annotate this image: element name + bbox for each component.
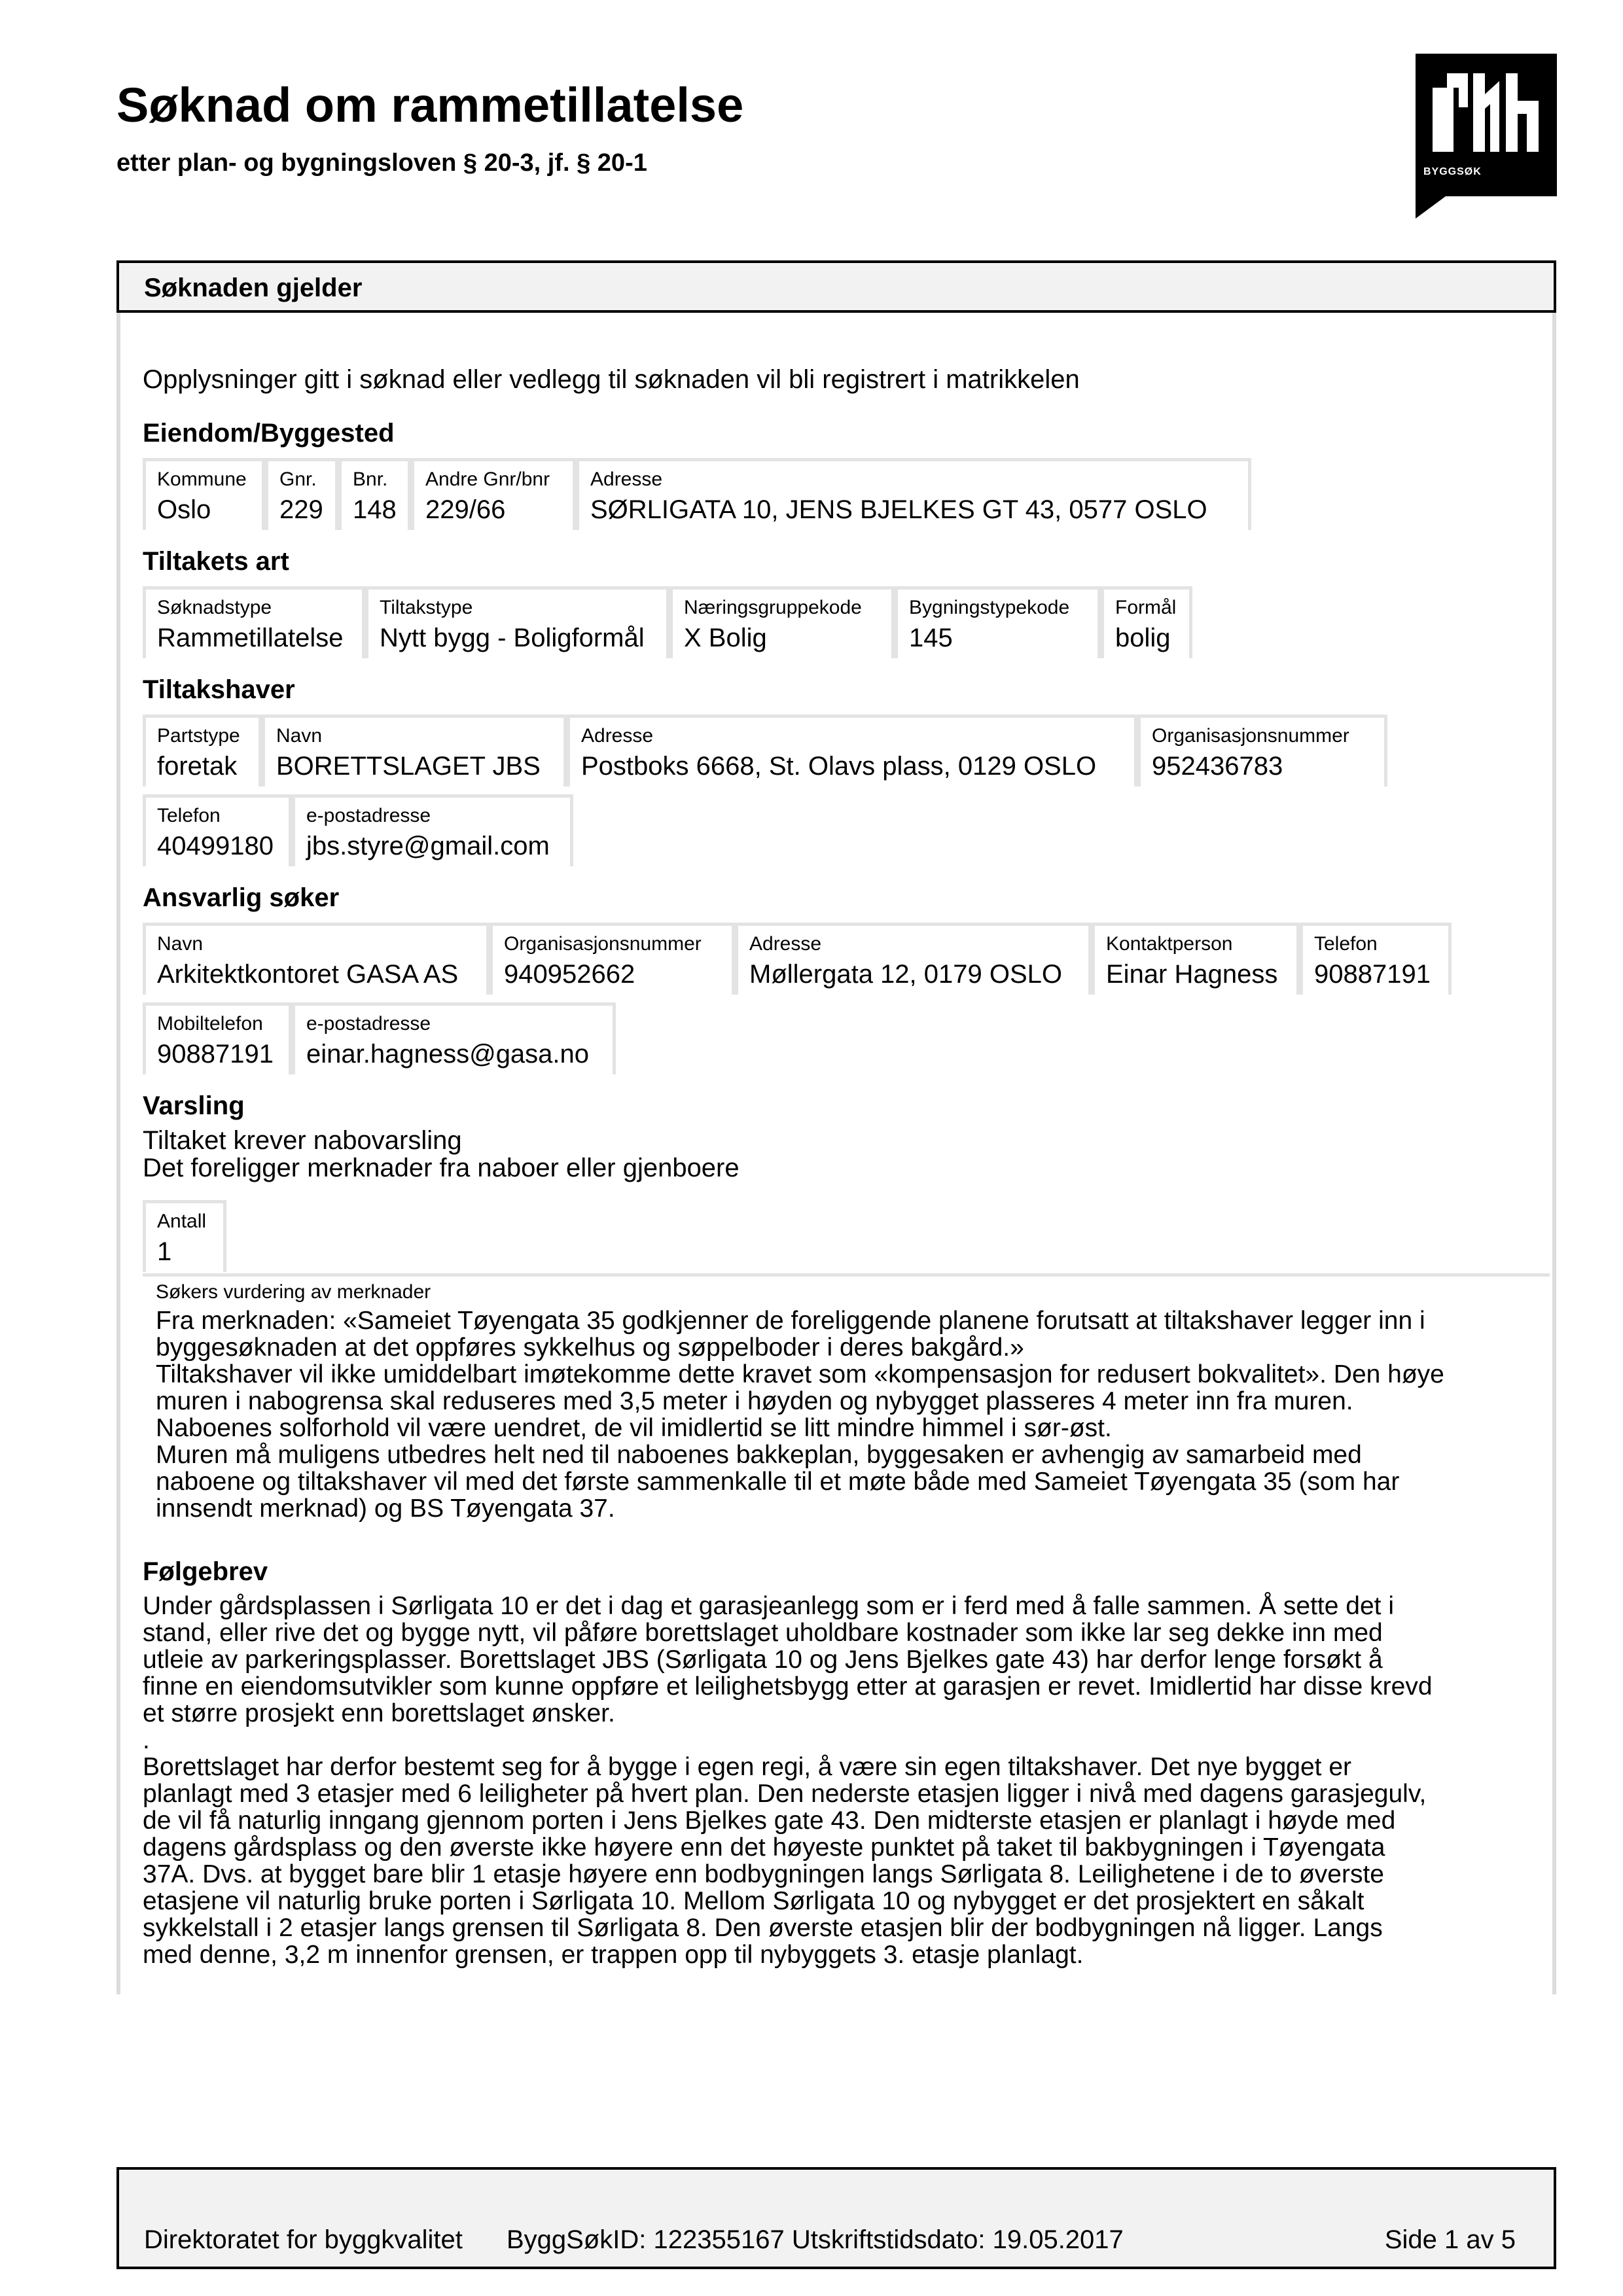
text-line: Under gårdsplassen i Sørligata 10 er det i dag et garasjeanlegg som er i ferd med å falle sammen. Å sette det i (143, 1592, 1395, 1620)
field-value: 145 (909, 624, 953, 652)
tiltakshaver-epost-field (292, 794, 573, 866)
logo-tail (1416, 196, 1446, 219)
field-value: 1 (157, 1237, 172, 1266)
tiltakshaver-heading: Tiltakshaver (143, 675, 295, 704)
document-subtitle: etter plan- og bygningsloven § 20-3, jf. § 20-1 (116, 149, 647, 177)
merknad-field-border (143, 1273, 1550, 1277)
field-label: Organisasjonsnummer (1152, 725, 1349, 747)
naeringsgruppekode-field (669, 586, 895, 658)
matrikkel-info: Opplysninger gitt i søknad eller vedlegg til søknaden vil bli registrert i matrikkelen (143, 365, 1080, 394)
field-label: Kommune (157, 468, 247, 490)
field-label: Søknadstype (157, 597, 272, 618)
field-label: e-postadresse (306, 1013, 431, 1034)
andre-gnr-field (411, 458, 576, 530)
field-value: Nytt bygg - Boligformål (380, 624, 645, 652)
varsling-line-1: Tiltaket krever nabovarsling (143, 1126, 462, 1155)
field-label: Organisasjonsnummer (504, 933, 702, 955)
field-value: X Bolig (684, 624, 767, 652)
field-value: 90887191 (157, 1040, 274, 1069)
text-line: dagens gårdsplass og den øverste ikke høyere enn det høyeste punktet på taket til bakbygningen i Tøyengata (143, 1833, 1385, 1862)
field-label: Adresse (581, 725, 654, 747)
field-label: Bnr. (353, 468, 388, 490)
field-value: 229/66 (425, 495, 506, 524)
ansvarlig-navn-field (143, 923, 490, 995)
field-value: Einar Hagness (1106, 960, 1278, 989)
section-header (116, 260, 1556, 313)
field-label: Partstype (157, 725, 240, 747)
field-value: Møllergata 12, 0179 OSLO (749, 960, 1063, 989)
text-line: Muren må muligens utbedres helt ned til naboenes bakkeplan, byggesaken er avhengig av samarbeid med (156, 1441, 1362, 1469)
tiltak-heading: Tiltakets art (143, 547, 289, 576)
field-label: Adresse (590, 468, 663, 490)
field-value: Postboks 6668, St. Olavs plass, 0129 OSLO (581, 752, 1097, 781)
text-line: Naboenes solforhold vil være uendret, de vil imidlertid se litt mindre himmel i sør-øst. (156, 1414, 1112, 1442)
antall-field (143, 1200, 226, 1272)
field-value: 940952662 (504, 960, 635, 989)
soknadstype-field (143, 586, 365, 658)
partstype-field (143, 715, 262, 786)
field-label: Navn (157, 933, 204, 955)
varsling-heading: Varsling (143, 1091, 245, 1120)
antall-fields (143, 1200, 226, 1272)
field-label: Adresse (749, 933, 822, 955)
ansvarlig-heading: Ansvarlig søker (143, 883, 340, 912)
field-value: SØRLIGATA 10, JENS BJELKES GT 43, 0577 OSLO (590, 495, 1207, 524)
tiltakshaver-fields-row1 (143, 715, 1387, 786)
text-line: innsendt merknad) og BS Tøyengata 37. (156, 1494, 615, 1523)
text-line: . (143, 1726, 150, 1754)
ansvarlig-epost-field (292, 1002, 616, 1074)
tiltakshaver-orgnr-field (1137, 715, 1387, 786)
ansvarlig-fields-row2 (143, 1002, 616, 1074)
text-line: med denne, 3,2 m innenfor grensen, er trappen opp til nybyggets 3. etasje planlagt. (143, 1941, 1084, 1969)
footer-page-number: Side 1 av 5 (1384, 2225, 1516, 2254)
field-value: foretak (157, 752, 238, 781)
footer-org: Direktoratet for byggkvalitet (144, 2225, 463, 2254)
text-line: utleie av parkeringsplasser. Borettslaget JBS (Sørligata 10 og Jens Bjelkes gate 43) har derfor lenge forsøkt å (143, 1646, 1383, 1674)
section-title: Søknaden gjelder (144, 274, 363, 302)
field-label: Gnr. (279, 468, 317, 490)
tiltakshaver-telefon-field (143, 794, 292, 866)
field-label: Bygningstypekode (909, 597, 1070, 618)
text-line: finne en eiendomsutvikler som kunne oppføre et leilighetsbygg etter at garasjen er revet. Imidlertid har disse krevd (143, 1672, 1433, 1701)
folgebrev-heading: Følgebrev (143, 1557, 268, 1586)
field-label: Tiltakstype (380, 597, 473, 618)
eiendom-adresse-field (576, 458, 1251, 530)
field-value: bolig (1115, 624, 1171, 652)
kontaktperson-field (1092, 923, 1300, 995)
field-value: Arkitektkontoret GASA AS (157, 960, 459, 989)
tiltakshaver-fields-row2 (143, 794, 573, 866)
ansvarlig-fields-row1 (143, 923, 1452, 995)
text-line: muren i nabogrensa skal reduseres med 3,5 meter i høyden og nybygget plasseres 4 meter inn fra muren. (156, 1387, 1353, 1415)
tiltak-fields (143, 586, 1192, 658)
field-value: 148 (353, 495, 397, 524)
text-line: et større prosjekt enn borettslaget ønsker. (143, 1699, 615, 1727)
field-value: 952436783 (1152, 752, 1283, 781)
field-label: Antall (157, 1210, 207, 1232)
text-line: etasjene vil naturlig bruke porten i Sørligata 10. Mellom Sørligata 10 og nybygget er det prosjektert en såkalt (143, 1887, 1364, 1915)
gnr-field (265, 458, 338, 530)
field-label: e-postadresse (306, 805, 431, 826)
field-label: Formål (1115, 597, 1177, 618)
field-label: Næringsgruppekode (684, 597, 862, 618)
field-value: 40499180 (157, 832, 274, 860)
field-value: 90887191 (1314, 960, 1431, 989)
field-value: jbs.styre@gmail.com (306, 832, 550, 860)
ansvarlig-telefon-field (1300, 923, 1452, 995)
byggsok-logo-icon (1427, 68, 1545, 153)
text-line: Fra merknaden: «Sameiet Tøyengata 35 godkjenner de foreliggende planene forutsatt at tiltakshaver legger inn i (156, 1307, 1425, 1335)
ansvarlig-orgnr-field (490, 923, 735, 995)
field-value: 229 (279, 495, 323, 524)
text-line: Tiltakshaver vil ikke umiddelbart imøtekomme dette kravet som «kompensasjon for redusert bokvalitet». Den høye (156, 1360, 1444, 1388)
frame-right-border (1552, 313, 1556, 1994)
text-line: stand, eller rive det og bygge nytt, vil påføre borettslaget uholdbare kostnader som ikke lar seg dekke inn med (143, 1619, 1383, 1647)
eiendom-fields (143, 458, 1251, 530)
text-line: byggesøknaden at det oppføres sykkelhus og søppelboder i deres bakgård.» (156, 1333, 1024, 1362)
field-label: Mobiltelefon (157, 1013, 263, 1034)
eiendom-heading: Eiendom/Byggested (143, 419, 395, 448)
folgebrev-text (143, 1593, 1433, 1968)
formal-field (1101, 586, 1192, 658)
field-label: Telefon (157, 805, 221, 826)
page-footer (116, 2167, 1556, 2269)
field-value: BORETTSLAGET JBS (276, 752, 541, 781)
text-line: Borettslaget har derfor bestemt seg for å bygge i egen regi, å være sin egen tiltakshaver. Det nye bygget er (143, 1753, 1352, 1781)
logo-text: BYGGSØK (1423, 166, 1482, 177)
field-label: Kontaktperson (1106, 933, 1233, 955)
field-value: einar.hagness@gasa.no (306, 1040, 590, 1069)
text-line: sykkelstall i 2 etasjer langs grensen til Sørligata 8. Den øverste etasjen blir der bodbygningen nå ligger. Langs (143, 1914, 1383, 1942)
text-line: naboene og tiltakshaver vil med det første sammenkalle til et møte både med Sameiet Tøyengata 35 (som har (156, 1468, 1400, 1496)
bygningstypekode-field (895, 586, 1101, 658)
footer-byggsok-id: ByggSøkID: 122355167 Utskriftstidsdato: 19.05.2017 (507, 2225, 1124, 2254)
text-line: de vil få naturlig inngang gjennom porten i Jens Bjelkes gate 43. Den midterste etasjen er planlagt i høyde med (143, 1807, 1396, 1835)
bnr-field (338, 458, 411, 530)
tiltakshaver-adresse-field (567, 715, 1137, 786)
field-label: Telefon (1314, 933, 1378, 955)
tiltakshaver-navn-field (262, 715, 567, 786)
mobiltelefon-field (143, 1002, 292, 1074)
text-line: 37A. Dvs. at bygget bare blir 1 etasje høyere enn bodbygningen langs Sørligata 8. Leilighetene i de to øverste (143, 1860, 1384, 1888)
text-line: planlagt med 3 etasjer med 6 leiligheter på hvert plan. Den nederste etasjen ligger i nivå med dagens garasjegulv, (143, 1780, 1427, 1808)
vurdering-text (156, 1307, 1444, 1522)
field-value: Rammetillatelse (157, 624, 344, 652)
field-label: Andre Gnr/bnr (425, 468, 550, 490)
kommune-field (143, 458, 265, 530)
varsling-line-2: Det foreligger merknader fra naboer eller gjenboere (143, 1154, 740, 1182)
frame-left-border (116, 313, 120, 1994)
tiltakstype-field (365, 586, 669, 658)
ansvarlig-adresse-field (735, 923, 1092, 995)
field-value: Oslo (157, 495, 211, 524)
field-label: Navn (276, 725, 323, 747)
byggsok-logo (1416, 54, 1557, 196)
vurdering-label: Søkers vurdering av merknader (156, 1281, 431, 1303)
document-title: Søknad om rammetillatelse (116, 78, 744, 132)
